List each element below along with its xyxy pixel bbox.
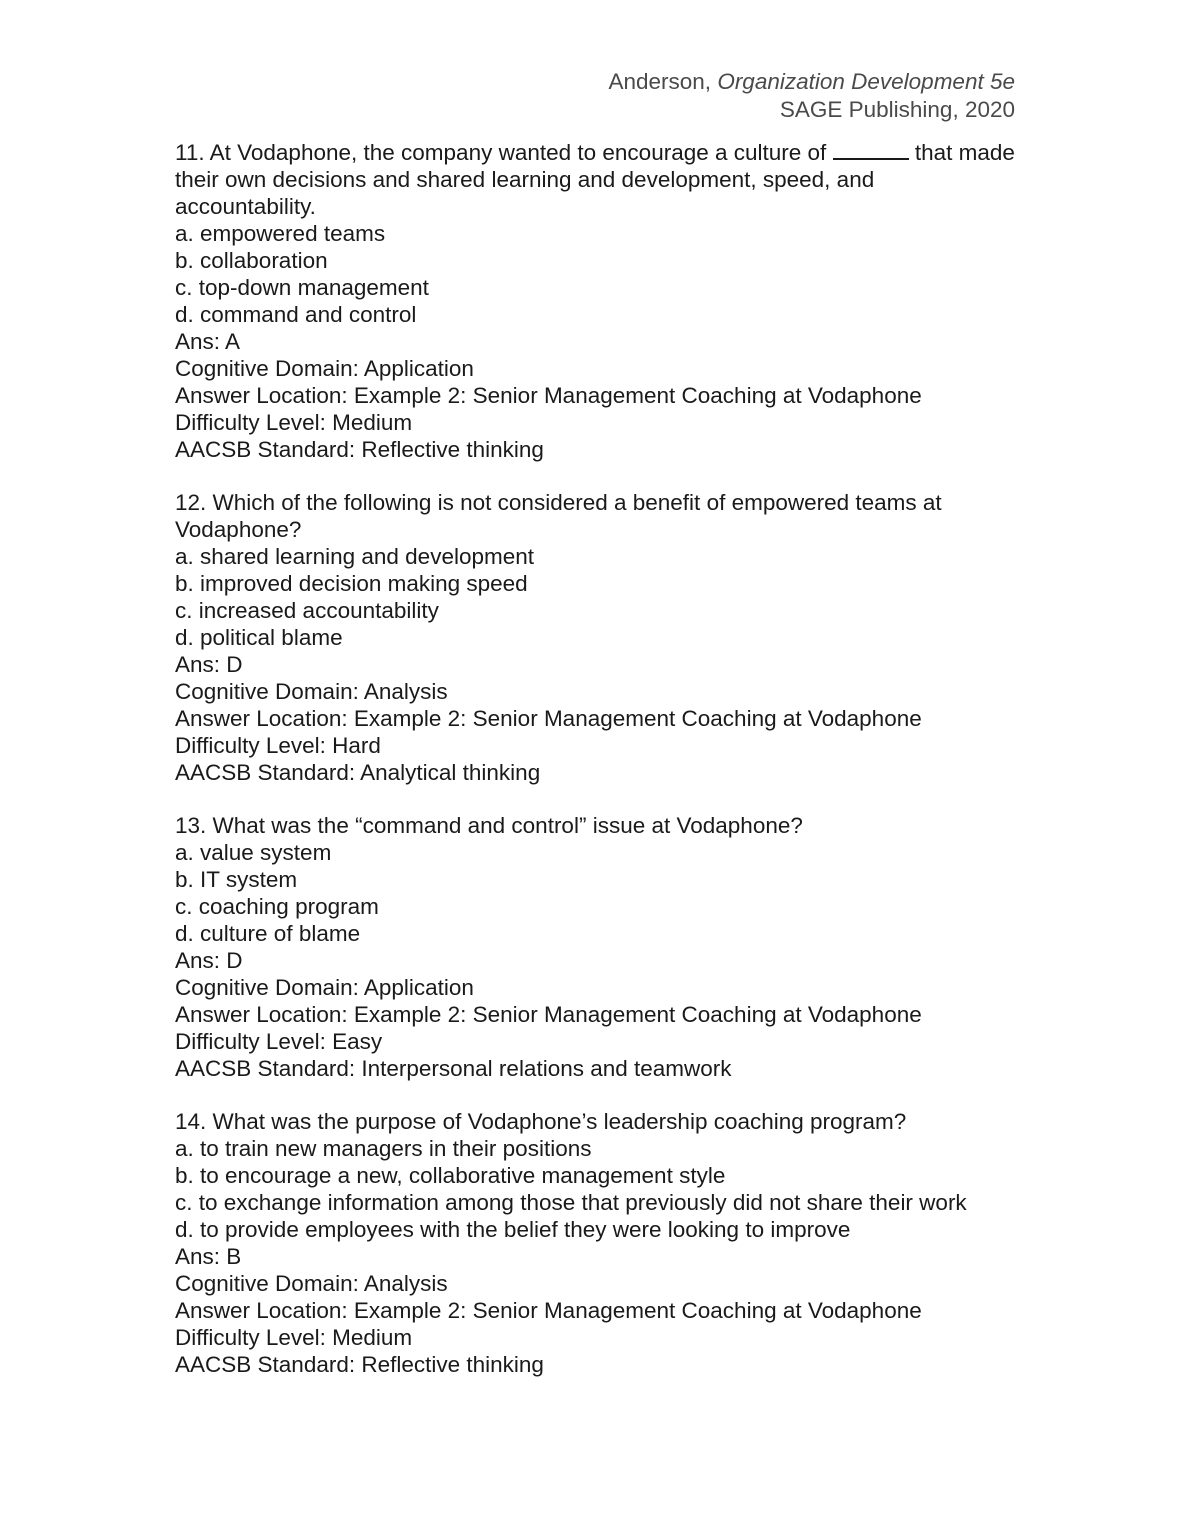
option-d: d. political blame (175, 625, 343, 650)
question-stem: 14. What was the purpose of Vodaphone’s leadership coaching program? (175, 1109, 907, 1134)
option-b: b. IT system (175, 867, 298, 892)
answer: Ans: B (175, 1244, 242, 1269)
option-d: d. culture of blame (175, 921, 361, 946)
publisher-line: SAGE Publishing, 2020 (779, 97, 1015, 122)
question-stem: 11. At Vodaphone, the company wanted to encourage a culture of that made their own decisions and shared learning and development, speed, and accountability. (175, 140, 1015, 219)
book-title: Organization Development 5e (717, 69, 1015, 94)
citation-line (608, 68, 1015, 96)
answer: Ans: A (175, 329, 241, 354)
option-c: c. coaching program (175, 894, 379, 919)
author-name: Anderson, (608, 69, 718, 94)
option-b: b. improved decision making speed (175, 571, 528, 596)
option-a: a. empowered teams (175, 221, 386, 246)
cognitive-domain: Cognitive Domain: Application (175, 975, 474, 1000)
answer-location: Answer Location: Example 2: Senior Management Coaching at Vodaphone (175, 383, 922, 408)
question-13 (175, 812, 1015, 1082)
question-11 (175, 139, 1015, 463)
question-stem: 12. Which of the following is not considered a benefit of empowered teams at Vodaphone? (175, 490, 942, 542)
question-list (175, 139, 1015, 1404)
answer-location: Answer Location: Example 2: Senior Management Coaching at Vodaphone (175, 1298, 922, 1323)
option-b: b. collaboration (175, 248, 328, 273)
question-14 (175, 1108, 1015, 1378)
aacsb-standard: AACSB Standard: Reflective thinking (175, 1352, 544, 1377)
answer: Ans: D (175, 948, 243, 973)
option-a: a. shared learning and development (175, 544, 535, 569)
option-d: d. to provide employees with the belief they were looking to improve (175, 1217, 851, 1242)
cognitive-domain: Cognitive Domain: Analysis (175, 679, 448, 704)
question-stem: 13. What was the “command and control” issue at Vodaphone? (175, 813, 803, 838)
page-header (608, 68, 1015, 124)
answer-location: Answer Location: Example 2: Senior Management Coaching at Vodaphone (175, 706, 922, 731)
aacsb-standard: AACSB Standard: Interpersonal relations and teamwork (175, 1056, 732, 1081)
option-b: b. to encourage a new, collaborative management style (175, 1163, 726, 1188)
option-d: d. command and control (175, 302, 417, 327)
option-a: a. value system (175, 840, 332, 865)
difficulty-level: Difficulty Level: Hard (175, 733, 381, 758)
cognitive-domain: Cognitive Domain: Analysis (175, 1271, 448, 1296)
option-c: c. to exchange information among those that previously did not share their work (175, 1190, 967, 1215)
cognitive-domain: Cognitive Domain: Application (175, 356, 474, 381)
question-12 (175, 489, 1015, 786)
option-a: a. to train new managers in their positions (175, 1136, 592, 1161)
option-c: c. increased accountability (175, 598, 439, 623)
answer-location: Answer Location: Example 2: Senior Management Coaching at Vodaphone (175, 1002, 922, 1027)
aacsb-standard: AACSB Standard: Reflective thinking (175, 437, 544, 462)
difficulty-level: Difficulty Level: Medium (175, 1325, 413, 1350)
option-c: c. top-down management (175, 275, 429, 300)
answer: Ans: D (175, 652, 243, 677)
fill-in-blank (833, 140, 909, 160)
difficulty-level: Difficulty Level: Easy (175, 1029, 383, 1054)
difficulty-level: Difficulty Level: Medium (175, 410, 413, 435)
aacsb-standard: AACSB Standard: Analytical thinking (175, 760, 541, 785)
